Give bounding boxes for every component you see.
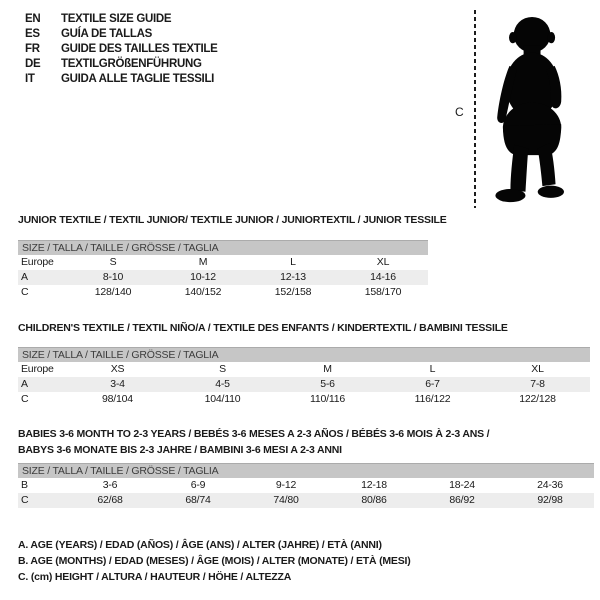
note-age-months: B. AGE (MONTHS) / EDAD (MESES) / ÂGE (MOIS) / ALTER (MONATE) / ETÀ (MESI) — [18, 555, 411, 567]
language-row-fr — [25, 42, 218, 57]
size-cell: L — [290, 256, 296, 268]
table-row — [18, 392, 590, 407]
language-code: DE — [25, 58, 41, 70]
height-cell: 140/152 — [184, 286, 222, 298]
guide-title: GUIDE DES TAILLES TEXTILE — [61, 43, 218, 55]
babies-section-title-line1: BABIES 3-6 MONTH TO 2-3 YEARS / BEBÉS 3-6 MESES A 2-3 AÑOS / BÉBÉS 3-6 MOIS À 2-3 ANS / — [18, 428, 490, 440]
size-cell: XS — [110, 363, 125, 375]
height-measure-label: C — [455, 105, 464, 119]
age-cell: 12-13 — [280, 271, 306, 283]
height-cell: 62/68 — [97, 494, 123, 506]
height-cell: 80/86 — [361, 494, 387, 506]
language-row-es — [25, 27, 218, 42]
height-cell: 86/92 — [449, 494, 475, 506]
size-cell: S — [219, 363, 226, 375]
height-cell: 152/158 — [274, 286, 312, 298]
height-cell: 104/110 — [204, 393, 241, 405]
table-row — [18, 478, 594, 493]
babies-section-title — [18, 426, 489, 458]
height-cell: 158/170 — [364, 286, 402, 298]
language-row-it — [25, 72, 218, 87]
language-code: FR — [25, 43, 40, 55]
size-cell: M — [323, 363, 332, 375]
age-cell: 18-24 — [449, 479, 475, 491]
row-label: Europe — [21, 363, 54, 375]
height-cell: 98/104 — [102, 393, 133, 405]
age-cell: 9-12 — [275, 479, 297, 491]
language-code: EN — [25, 13, 41, 25]
size-cell: XL — [376, 256, 390, 268]
table-row — [18, 270, 428, 285]
children-section-title-line: CHILDREN'S TEXTILE / TEXTIL NIÑO/A / TEXTILE DES ENFANTS / KINDERTEXTIL / BAMBINI TESSILE — [18, 322, 508, 334]
age-cell: 6-9 — [190, 479, 206, 491]
height-cell: 122/128 — [519, 393, 556, 405]
row-label: C — [21, 286, 29, 298]
language-code: IT — [25, 73, 35, 85]
guide-title: TEXTILE SIZE GUIDE — [61, 13, 172, 25]
age-cell: 5-6 — [320, 378, 335, 390]
height-cell: 110/116 — [310, 393, 345, 405]
age-cell: 10-12 — [190, 271, 216, 283]
height-cell: 74/80 — [273, 494, 299, 506]
age-cell: 8-10 — [102, 271, 124, 283]
table-row — [18, 493, 594, 508]
size-cell: XL — [531, 363, 544, 375]
row-label: C — [21, 393, 29, 405]
table-row — [18, 255, 428, 270]
age-cell: 6-7 — [425, 378, 440, 390]
guide-title: TEXTILGRÖßENFÜHRUNG — [61, 58, 202, 70]
size-cell: L — [429, 363, 436, 375]
junior-section-title — [18, 212, 447, 228]
table-row — [18, 362, 590, 377]
note-age-years: A. AGE (YEARS) / EDAD (AÑOS) / ÂGE (ANS) / ALTER (JAHRE) / ETÀ (ANNI) — [18, 539, 382, 551]
table-row — [18, 377, 590, 392]
age-cell: 14-16 — [370, 271, 396, 283]
junior-section-title-line: JUNIOR TEXTILE / TEXTIL JUNIOR/ TEXTILE JUNIOR / JUNIORTEXTIL / JUNIOR TESSILE — [18, 214, 447, 226]
age-cell: 24-36 — [537, 479, 563, 491]
language-title-list — [25, 12, 218, 87]
size-header-bar: SIZE / TALLA / TAILLE / GRÖSSE / TAGLIA — [18, 463, 594, 478]
size-header-bar: SIZE / TALLA / TAILLE / GRÖSSE / TAGLIA — [18, 347, 590, 362]
row-label: C — [21, 494, 29, 506]
babies-section-title-line2: BABYS 3-6 MONATE BIS 2-3 JAHRE / BAMBINI 3-6 MESI A 2-3 ANNI — [18, 444, 342, 456]
age-cell: 3-4 — [110, 378, 125, 390]
legend-notes — [18, 537, 411, 585]
age-cell: 3-6 — [102, 479, 118, 491]
language-row-de — [25, 57, 218, 72]
row-label: Europe — [21, 256, 54, 268]
size-header-bar: SIZE / TALLA / TAILLE / GRÖSSE / TAGLIA — [18, 240, 428, 255]
language-row-en — [25, 12, 218, 27]
junior-size-table — [18, 240, 428, 300]
language-code: ES — [25, 28, 40, 40]
size-cell: S — [109, 256, 117, 268]
age-cell: 4-5 — [215, 378, 230, 390]
baby-silhouette-icon — [486, 8, 580, 212]
row-label: B — [21, 479, 28, 491]
height-cell: 92/98 — [537, 494, 563, 506]
guide-title: GUÍA DE TALLAS — [61, 28, 152, 40]
children-section-title — [18, 320, 508, 336]
size-cell: M — [198, 256, 208, 268]
age-cell: 7-8 — [530, 378, 545, 390]
height-cell: 68/74 — [185, 494, 211, 506]
babies-size-table — [18, 463, 594, 508]
note-height-cm: C. (cm) HEIGHT / ALTURA / HAUTEUR / HÖHE / ALTEZZA — [18, 571, 292, 583]
age-cell: 12-18 — [361, 479, 387, 491]
guide-title: GUIDA ALLE TAGLIE TESSILI — [61, 73, 215, 85]
height-cell: 128/140 — [94, 286, 132, 298]
children-size-table — [18, 347, 590, 407]
height-cell: 116/122 — [414, 393, 451, 405]
row-label: A — [21, 378, 28, 390]
height-measure-dashed-line — [474, 10, 476, 208]
table-row — [18, 285, 428, 300]
row-label: A — [21, 271, 28, 283]
